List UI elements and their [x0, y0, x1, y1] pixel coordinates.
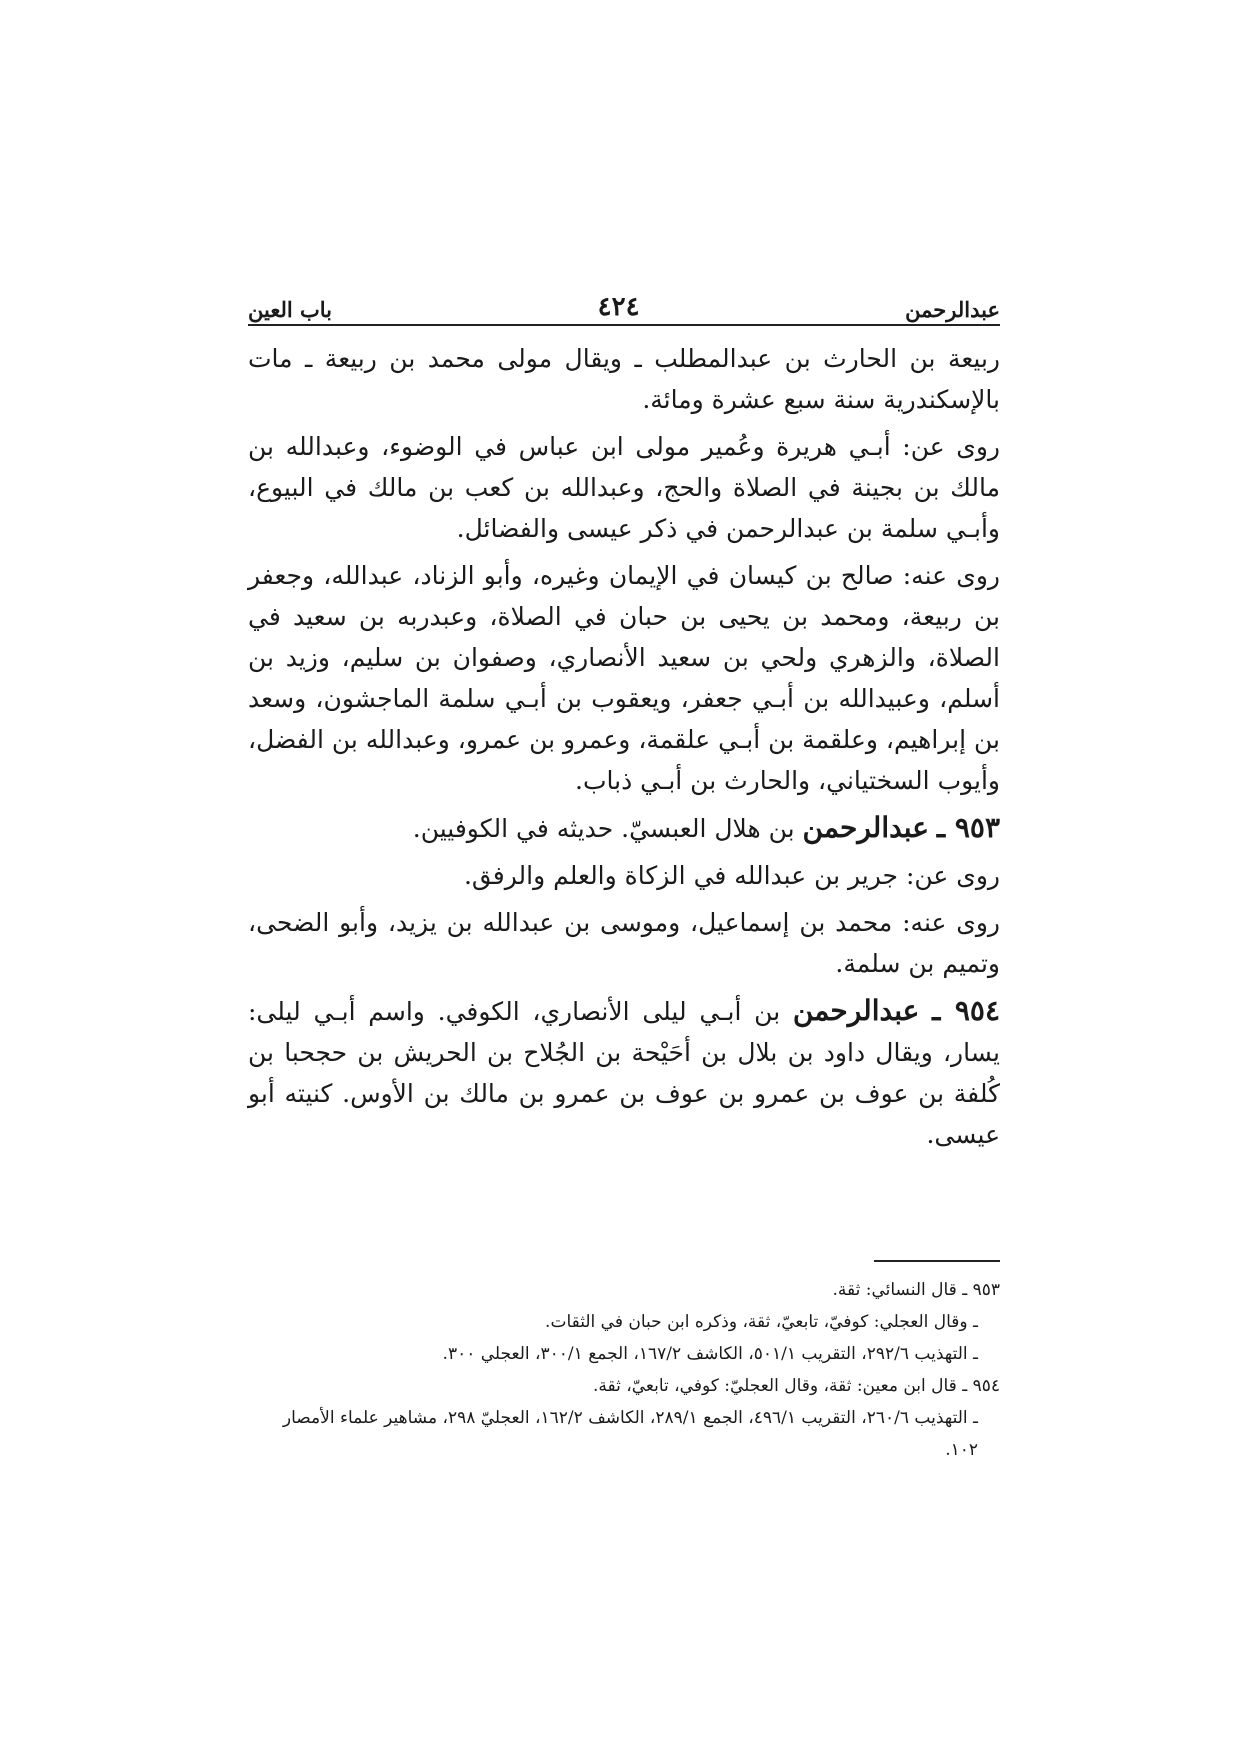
paragraph-narrated-from: روى عن: أبـي هريرة وعُمير مولى ابن عباس في الوضوء، وعبدالله بن مالك بن بجينة في الصلاة والحج، وعبدالله بن كعب بن مالك في البيوع، وأبـي سلمة بن عبدالرحمن في ذكر عيسى والفضائل. [248, 432, 1000, 543]
footnote-954-sources: ـ التهذيب ٢٦٠/٦، التقريب ٤٩٦/١، الجمع ٢٨٩/١، الكاشف ١٦٢/٢، العجليّ ٢٩٨، مشاهير علماء الأمصار ١٠٢. [282, 1408, 978, 1460]
entry-953-description: بن هلال العبسيّ. حديثه في الكوفيين. [412, 814, 795, 843]
entry-953-name: عبدالرحمن [802, 811, 929, 844]
entry-954-description: بن أبـي ليلى الأنصاري، الكوفي. واسم أبـي ليلى: يسار، ويقال داود بن بلال بن أحَيْحة بن الجُلاح بن الحريش بن حجحبا بن كُلفة بن عوف بن عمرو بن عوف بن عمرو بن مالك بن الأوس. كنيته أبو عيسى. [248, 997, 1000, 1149]
footnote-954-ibn-main: ٩٥٤ ـ قال ابن معين: ثقة، وقال العجليّ: كوفي، تابعيّ، ثقة. [593, 1376, 1000, 1396]
main-text [248, 338, 1000, 1161]
page-number: ٤٢٤ [597, 292, 640, 322]
header-chapter-title: باب العين [248, 297, 333, 322]
footnote-953-nasai: ٩٥٣ ـ قال النسائي: ثقة. [832, 1280, 1000, 1300]
footnotes [262, 1274, 1000, 1466]
header-divider [248, 324, 1000, 326]
footnote-divider [874, 1260, 1000, 1262]
entry-954-number: ٩٥٤ ـ [932, 994, 1001, 1027]
paragraph-narrated-by: روى عنه: صالح بن كيسان في الإيمان وغيره، وأبو الزناد، عبدالله، وجعفر بن ربيعة، ومحمد بن يحيى بن حبان في الصلاة، وعبدربه بن سعيد في الصلاة، والزهري ولحي بن سعيد الأنصاري، وصفوان بن سليم، وزيد بن أسلم، وعبيدالله بن أبـي جعفر، ويعقوب بن أبـي سلمة الماجشون، وسعد بن إبراهيم، وعلقمة بن أبـي علقمة، وعمرو بن عمرو، وعبدالله بن الفضل، وأيوب السختياني، والحارث بن أبـي ذباب. [248, 561, 1000, 795]
entry-953-heading [248, 807, 1000, 849]
footnote-953-ijli: ـ وقال العجلي: كوفيّ، تابعيّ، ثقة، وذكره ابن حبان في الثقات. [545, 1312, 978, 1332]
entry-954-heading [248, 990, 1000, 1155]
paragraph-continuation: ربيعة بن الحارث بن عبدالمطلب ـ ويقال مولى محمد بن ربيعة ـ مات بالإسكندرية سنة سبع عشرة ومائة. [248, 344, 1000, 414]
entry-954-name: عبدالرحمن [792, 994, 920, 1027]
entry-953-number: ٩٥٣ ـ [936, 811, 1000, 844]
footnote-953-sources: ـ التهذيب ٢٩٢/٦، التقريب ٥٠١/١، الكاشف ١٦٧/٢، الجمع ٣٠٠/١، العجلي ٣٠٠. [442, 1344, 978, 1364]
entry-953-narrated-by: روى عنه: محمد بن إسماعيل، وموسى بن عبدالله بن يزيد، وأبو الضحى، وتميم بن سلمة. [248, 908, 1000, 978]
entry-953-narrated-from: روى عن: جرير بن عبدالله في الزكاة والعلم والرفق. [463, 861, 1000, 890]
header-entry-name: عبدالرحمن [905, 297, 1000, 322]
running-header [248, 282, 1000, 322]
